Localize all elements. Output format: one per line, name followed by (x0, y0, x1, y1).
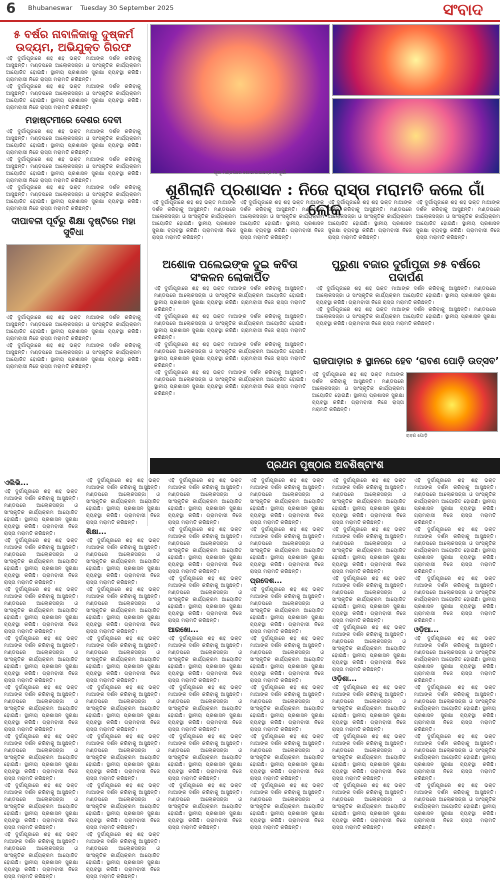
photo-caption: ପୂଜା ମଣ୍ଡପରେ ଶୋଭାପାଉଛନ୍ତି ମା’ଦୁର୍ଗା (213, 171, 287, 176)
story-ravan-body: ଏହି ଦୁର୍ଗାପୂଜାରେ ଶହ ଶହ ଭକ୍ତ ମାଆଙ୍କ ଦର୍ଶନ କରିବାକୁ ଆସୁଛନ୍ତି। ମଣ୍ଡପରେ ଆଲୋକସଜ୍ଜା ଓ ସାଂସ୍କୃତିକ କାର୍ଯ୍ୟକ୍ରମ ଆୟୋଜିତ ହୋଇଛି। ସ୍ଥାନୀୟ ପ୍ରଶାସନ ସୁରକ୍ଷା ବ୍ୟବସ୍ଥା କରିଛି। ଗ୍ରାମବାସୀ ନିଜେ ରାସ୍ତା ମରାମତି କରିଛନ୍ତି। (312, 372, 404, 413)
fire-caption: ରାବଣ ପୋଡ଼ି (406, 434, 428, 439)
left-body: ଏହି ଦୁର୍ଗାପୂଜାରେ ଶହ ଶହ ଭକ୍ତ ମାଆଙ୍କ ଦର୍ଶନ କରିବାକୁ ଆସୁଛନ୍ତି। ମଣ୍ଡପରେ ଆଲୋକସଜ୍ଜା ଓ ସାଂସ୍କୃତିକ କାର୍ଯ୍ୟକ୍ରମ ଆୟୋଜିତ ହୋଇଛି। ସ୍ଥାନୀୟ ପ୍ରଶାସନ ସୁରକ୍ଷା ବ୍ୟବସ୍ଥା କରିଛି। ଗ୍ରାମବାସୀ ନିଜେ ରାସ୍ତା ମରାମତି କରିଛନ୍ତି। (6, 56, 141, 83)
durga-idol-photo (150, 24, 330, 174)
continuation-banner: ପ୍ରଥମ ପୃଷ୍ଠାର ଅବଶିଷ୍ଟାଂଶ (150, 458, 500, 474)
story-puja-title: ପୁରୁଣା ବଜାର ଦୁର୍ଗାପୂଜା ୭୫ ବର୍ଷରେ ପଦାର୍ପଣ (331, 258, 481, 284)
page-header (0, 0, 500, 22)
page-number: 6 (6, 1, 16, 17)
puja-photo-1 (332, 24, 500, 96)
story-ravan-title: ରାଜପାଡ଼ାର ୫ ସ୍ଥାନରେ ହେବ ‘ରାବଣ ପୋଡ଼ି ଉତ୍ସବ’ (313, 356, 499, 367)
story-poetry: ଅଶୋକ ପଲେଇଙ୍କ ଦୁଇ କବିତା ସଂକଳନ ଲୋକାର୍ପିତ ଏହି ଦୁର୍ଗାପୂଜାରେ ଶହ ଶହ ଭକ୍ତ ମାଆଙ୍କ ଦର୍ଶନ କରିବାକୁ ଆସୁଛନ୍ତି। ମଣ୍ଡପରେ ଆଲୋକସଜ୍ଜା ଓ ସାଂସ୍କୃତିକ କାର୍ଯ୍ୟକ୍ରମ ଆୟୋଜିତ ହୋଇଛି। ସ୍ଥାନୀୟ ପ୍ରଶାସନ ସୁରକ୍ଷା ବ୍ୟବସ୍ଥା କରିଛି। ଗ୍ରାମବାସୀ ନିଜେ ରାସ୍ତା ମରାମତି କରିଛନ୍ତି। ଏହି ଦୁର୍ଗାପୂଜାରେ ଶହ ଶହ ଭକ୍ତ ମାଆଙ୍କ ଦର୍ଶନ କରିବାକୁ ଆସୁଛନ୍ତି। ମଣ୍ଡପରେ ଆଲୋକସଜ୍ଜା ଓ ସାଂସ୍କୃତିକ କାର୍ଯ୍ୟକ୍ରମ ଆୟୋଜିତ ହୋଇଛି। ସ୍ଥାନୀୟ ପ୍ରଶାସନ ସୁରକ୍ଷା ବ୍ୟବସ୍ଥା କରିଛି। ଗ୍ରାମବାସୀ ନିଜେ ରାସ୍ତା ମରାମତି କରିଛନ୍ତି। ଏହି ଦୁର୍ଗାପୂଜାରେ ଶହ ଶହ ଭକ୍ତ ମାଆଙ୍କ ଦର୍ଶନ କରିବାକୁ ଆସୁଛନ୍ତି। ମଣ୍ଡପରେ ଆଲୋକସଜ୍ଜା ଓ ସାଂସ୍କୃତିକ କାର୍ଯ୍ୟକ୍ରମ ଆୟୋଜିତ ହୋଇଛି। ସ୍ଥାନୀୟ ପ୍ରଶାସନ ସୁରକ୍ଷା ବ୍ୟବସ୍ଥା କରିଛି। ଗ୍ରାମବାସୀ ନିଜେ ରାସ୍ତା ମରାମତି କରିଛନ୍ତି। ଏହି ଦୁର୍ଗାପୂଜାରେ ଶହ ଶହ ଭକ୍ତ ମାଆଙ୍କ ଦର୍ଶନ କରିବାକୁ ଆସୁଛନ୍ତି। ମଣ୍ଡପରେ ଆଲୋକସଜ୍ଜା ଓ ସାଂସ୍କୃତିକ କାର୍ଯ୍ୟକ୍ରମ ଆୟୋଜିତ ହୋଇଛି। ସ୍ଥାନୀୟ ପ୍ରଶାସନ ସୁରକ୍ଷା ବ୍ୟବସ୍ଥା କରିଛି। ଗ୍ରାମବାସୀ ନିଜେ ରାସ୍ତା ମରାମତି କରିଛନ୍ତି। (150, 256, 310, 436)
left-column: ୫ ବର୍ଷର ନାବାଳିକାକୁ ଦୁଷ୍କର୍ମ ଉଦ୍ୟମ, ଅଭିଯୁକ୍ତ ଗିରଫ ଏହି ଦୁର୍ଗାପୂଜାରେ ଶହ ଶହ ଭକ୍ତ ମାଆଙ୍କ ଦର୍ଶନ କରିବାକୁ ଆସୁଛନ୍ତି। ମଣ୍ଡପରେ ଆଲୋକସଜ୍ଜା ଓ ସାଂସ୍କୃତିକ କାର୍ଯ୍ୟକ୍ରମ ଆୟୋଜିତ ହୋଇଛି। ସ୍ଥାନୀୟ ପ୍ରଶାସନ ସୁରକ୍ଷା ବ୍ୟବସ୍ଥା କରିଛି। ଗ୍ରାମବାସୀ ନିଜେ ରାସ୍ତା ମରାମତି କରିଛନ୍ତି। ଏହି ଦୁର୍ଗାପୂଜାରେ ଶହ ଶହ ଭକ୍ତ ମାଆଙ୍କ ଦର୍ଶନ କରିବାକୁ ଆସୁଛନ୍ତି। ମଣ୍ଡପରେ ଆଲୋକସଜ୍ଜା ଓ ସାଂସ୍କୃତିକ କାର୍ଯ୍ୟକ୍ରମ ଆୟୋଜିତ ହୋଇଛି। ସ୍ଥାନୀୟ ପ୍ରଶାସନ ସୁରକ୍ଷା ବ୍ୟବସ୍ଥା କରିଛି। ଗ୍ରାମବାସୀ ନିଜେ ରାସ୍ତା ମରାମତି କରିଛନ୍ତି। ମହାଷ୍ଟମୀରେ ଦେଶର ଦେବୀ ଏହି ଦୁର୍ଗାପୂଜାରେ ଶହ ଶହ ଭକ୍ତ ମାଆଙ୍କ ଦର୍ଶନ କରିବାକୁ ଆସୁଛନ୍ତି। ମଣ୍ଡପରେ ଆଲୋକସଜ୍ଜା ଓ ସାଂସ୍କୃତିକ କାର୍ଯ୍ୟକ୍ରମ ଆୟୋଜିତ ହୋଇଛି। ସ୍ଥାନୀୟ ପ୍ରଶାସନ ସୁରକ୍ଷା ବ୍ୟବସ୍ଥା କରିଛି। ଗ୍ରାମବାସୀ ନିଜେ ରାସ୍ତା ମରାମତି କରିଛନ୍ତି। ଏହି ଦୁର୍ଗାପୂଜାରେ ଶହ ଶହ ଭକ୍ତ ମାଆଙ୍କ ଦର୍ଶନ କରିବାକୁ ଆସୁଛନ୍ତି। ମଣ୍ଡପରେ ଆଲୋକସଜ୍ଜା ଓ ସାଂସ୍କୃତିକ କାର୍ଯ୍ୟକ୍ରମ ଆୟୋଜିତ ହୋଇଛି। ସ୍ଥାନୀୟ ପ୍ରଶାସନ ସୁରକ୍ଷା ବ୍ୟବସ୍ଥା କରିଛି। ଗ୍ରାମବାସୀ ନିଜେ ରାସ୍ତା ମରାମତି କରିଛନ୍ତି। ଏହି ଦୁର୍ଗାପୂଜାରେ ଶହ ଶହ ଭକ୍ତ ମାଆଙ୍କ ଦର୍ଶନ କରିବାକୁ ଆସୁଛନ୍ତି। ମଣ୍ଡପରେ ଆଲୋକସଜ୍ଜା ଓ ସାଂସ୍କୃତିକ କାର୍ଯ୍ୟକ୍ରମ ଆୟୋଜିତ ହୋଇଛି। ସ୍ଥାନୀୟ ପ୍ରଶାସନ ସୁରକ୍ଷା ବ୍ୟବସ୍ଥା କରିଛି। ଗ୍ରାମବାସୀ ନିଜେ ରାସ୍ତା ମରାମତି କରିଛନ୍ତି। ଦୀପାବଳୀ ପୂର୍ବରୁ ଶିକ୍ଷା ଦୃଷ୍ଟିରେ ମହା ସୁବିଧା ଏହି ଦୁର୍ଗାପୂଜାରେ ଶହ ଶହ ଭକ୍ତ ମାଆଙ୍କ ଦର୍ଶନ କରିବାକୁ ଆସୁଛନ୍ତି। ମଣ୍ଡପରେ ଆଲୋକସଜ୍ଜା ଓ ସାଂସ୍କୃତିକ କାର୍ଯ୍ୟକ୍ରମ ଆୟୋଜିତ ହୋଇଛି। ସ୍ଥାନୀୟ ପ୍ରଶାସନ ସୁରକ୍ଷା ବ୍ୟବସ୍ଥା କରିଛି। ଗ୍ରାମବାସୀ ନିଜେ ରାସ୍ତା ମରାମତି କରିଛନ୍ତି। ଏହି ଦୁର୍ଗାପୂଜାରେ ଶହ ଶହ ଭକ୍ତ ମାଆଙ୍କ ଦର୍ଶନ କରିବାକୁ ଆସୁଛନ୍ତି। ମଣ୍ଡପରେ ଆଲୋକସଜ୍ଜା ଓ ସାଂସ୍କୃତିକ କାର୍ଯ୍ୟକ୍ରମ ଆୟୋଜିତ ହୋଇଛି। ସ୍ଥାନୀୟ ପ୍ରଶାସନ ସୁରକ୍ଷା ବ୍ୟବସ୍ଥା କରିଛି। ଗ୍ରାମବାସୀ ନିଜେ ରାସ୍ତା ମରାମତି କରିଛନ୍ତି। (0, 24, 148, 526)
photo-collage (150, 24, 500, 179)
left-section3-title: ଦୀପାବଳୀ ପୂର୍ବରୁ ଶିକ୍ଷା ଦୃଷ୍ଟିରେ ମହା ସୁବିଧା (11, 217, 136, 238)
bottom-columns: ଏଲିଭି... ଏହି ଦୁର୍ଗାପୂଜାରେ ଶହ ଶହ ଭକ୍ତ ମାଆଙ୍କ ଦର୍ଶନ କରିବାକୁ ଆସୁଛନ୍ତି। ମଣ୍ଡପରେ ଆଲୋକସଜ୍ଜା ଓ ସାଂସ୍କୃତିକ କାର୍ଯ୍ୟକ୍ରମ ଆୟୋଜିତ ହୋଇଛି। ସ୍ଥାନୀୟ ପ୍ରଶାସନ ସୁରକ୍ଷା ବ୍ୟବସ୍ଥା କରିଛି। ଗ୍ରାମବାସୀ ନିଜେ ରାସ୍ତା ମରାମତି କରିଛନ୍ତି। ଏହି ଦୁର୍ଗାପୂଜାରେ ଶହ ଶହ ଭକ୍ତ ମାଆଙ୍କ ଦର୍ଶନ କରିବାକୁ ଆସୁଛନ୍ତି। ମଣ୍ଡପରେ ଆଲୋକସଜ୍ଜା ଓ ସାଂସ୍କୃତିକ କାର୍ଯ୍ୟକ୍ରମ ଆୟୋଜିତ ହୋଇଛି। ସ୍ଥାନୀୟ ପ୍ରଶାସନ ସୁରକ୍ଷା ବ୍ୟବସ୍ଥା କରିଛି। ଗ୍ରାମବାସୀ ନିଜେ ରାସ୍ତା ମରାମତି କରିଛନ୍ତି। ଏହି ଦୁର୍ଗାପୂଜାରେ ଶହ ଶହ ଭକ୍ତ ମାଆଙ୍କ ଦର୍ଶନ କରିବାକୁ ଆସୁଛନ୍ତି। ମଣ୍ଡପରେ ଆଲୋକସଜ୍ଜା ଓ ସାଂସ୍କୃତିକ କାର୍ଯ୍ୟକ୍ରମ ଆୟୋଜିତ ହୋଇଛି। ସ୍ଥାନୀୟ ପ୍ରଶାସନ ସୁରକ୍ଷା ବ୍ୟବସ୍ଥା କରିଛି। ଗ୍ରାମବାସୀ ନିଜେ ରାସ୍ତା ମରାମତି କରିଛନ୍ତି। ଏହି ଦୁର୍ଗାପୂଜାରେ ଶହ ଶହ ଭକ୍ତ ମାଆଙ୍କ ଦର୍ଶନ କରିବାକୁ ଆସୁଛନ୍ତି। ମଣ୍ଡପରେ ଆଲୋକସଜ୍ଜା ଓ ସାଂସ୍କୃତିକ କାର୍ଯ୍ୟକ୍ରମ ଆୟୋଜିତ ହୋଇଛି। ସ୍ଥାନୀୟ ପ୍ରଶାସନ ସୁରକ୍ଷା ବ୍ୟବସ୍ଥା କରିଛି। ଗ୍ରାମବାସୀ ନିଜେ ରାସ୍ତା ମରାମତି କରିଛନ୍ତି। ଏହି ଦୁର୍ଗାପୂଜାରେ ଶହ ଶହ ଭକ୍ତ ମାଆଙ୍କ ଦର୍ଶନ କରିବାକୁ ଆସୁଛନ୍ତି। ମଣ୍ଡପରେ ଆଲୋକସଜ୍ଜା ଓ ସାଂସ୍କୃତିକ କାର୍ଯ୍ୟକ୍ରମ ଆୟୋଜିତ ହୋଇଛି। ସ୍ଥାନୀୟ ପ୍ରଶାସନ ସୁରକ୍ଷା ବ୍ୟବସ୍ଥା କରିଛି। ଗ୍ରାମବାସୀ ନିଜେ ରାସ୍ତା ମରାମତି କରିଛନ୍ତି। ଏହି ଦୁର୍ଗାପୂଜାରେ ଶହ ଶହ ଭକ୍ତ ମାଆଙ୍କ ଦର୍ଶନ କରିବାକୁ ଆସୁଛନ୍ତି। ମଣ୍ଡପରେ ଆଲୋକସଜ୍ଜା ଓ ସାଂସ୍କୃତିକ କାର୍ଯ୍ୟକ୍ରମ ଆୟୋଜିତ ହୋଇଛି। ସ୍ଥାନୀୟ ପ୍ରଶାସନ ସୁରକ୍ଷା ବ୍ୟବସ୍ଥା କରିଛି। ଗ୍ରାମବାସୀ ନିଜେ ରାସ୍ତା ମରାମତି କରିଛନ୍ତି। ଏହି ଦୁର୍ଗାପୂଜାରେ ଶହ ଶହ ଭକ୍ତ ମାଆଙ୍କ ଦର୍ଶନ କରିବାକୁ ଆସୁଛନ୍ତି। ମଣ୍ଡପରେ ଆଲୋକସଜ୍ଜା ଓ ସାଂସ୍କୃତିକ କାର୍ଯ୍ୟକ୍ରମ ଆୟୋଜିତ ହୋଇଛି। ସ୍ଥାନୀୟ ପ୍ରଶାସନ ସୁରକ୍ଷା ବ୍ୟବସ୍ଥା କରିଛି। ଗ୍ରାମବାସୀ ନିଜେ ରାସ୍ତା ମରାମତି କରିଛନ୍ତି। ଏହି ଦୁର୍ଗାପୂଜାରେ ଶହ ଶହ ଭକ୍ତ ମାଆଙ୍କ ଦର୍ଶନ କରିବାକୁ ଆସୁଛନ୍ତି। ମଣ୍ଡପରେ ଆଲୋକସଜ୍ଜା ଓ ସାଂସ୍କୃତିକ କାର୍ଯ୍ୟକ୍ରମ ଆୟୋଜିତ ହୋଇଛି। ସ୍ଥାନୀୟ ପ୍ରଶାସନ ସୁରକ୍ଷା ବ୍ୟବସ୍ଥା କରିଛି। ଗ୍ରାମବାସୀ ନିଜେ ରାସ୍ତା ମରାମତି କରିଛନ୍ତି। ଏହି ଦୁର୍ଗାପୂଜାରେ ଶହ ଶହ ଭକ୍ତ ମାଆଙ୍କ ଦର୍ଶନ କରିବାକୁ ଆସୁଛନ୍ତି। ମଣ୍ଡପରେ ଆଲୋକସଜ୍ଜା ଓ ସାଂସ୍କୃତିକ କାର୍ଯ୍ୟକ୍ରମ ଆୟୋଜିତ ହୋଇଛି। ସ୍ଥାନୀୟ ପ୍ରଶାସନ ସୁରକ୍ଷା ବ୍ୟବସ୍ଥା କରିଛି। ଗ୍ରାମବାସୀ ନିଜେ ରାସ୍ତା ମରାମତି କରିଛନ୍ତି। ଶିକ୍ଷା... ଏହି ଦୁର୍ଗାପୂଜାରେ ଶହ ଶହ ଭକ୍ତ ମାଆଙ୍କ ଦର୍ଶନ କରିବାକୁ ଆସୁଛନ୍ତି। ମଣ୍ଡପରେ ଆଲୋକସଜ୍ଜା ଓ ସାଂସ୍କୃତିକ କାର୍ଯ୍ୟକ୍ରମ ଆୟୋଜିତ ହୋଇଛି। ସ୍ଥାନୀୟ ପ୍ରଶାସନ ସୁରକ୍ଷା ବ୍ୟବସ୍ଥା କରିଛି। ଗ୍ରାମବାସୀ ନିଜେ ରାସ୍ତା ମରାମତି କରିଛନ୍ତି। ଏହି ଦୁର୍ଗାପୂଜାରେ ଶହ ଶହ ଭକ୍ତ ମାଆଙ୍କ ଦର୍ଶନ କରିବାକୁ ଆସୁଛନ୍ତି। ମଣ୍ଡପରେ ଆଲୋକସଜ୍ଜା ଓ ସାଂସ୍କୃତିକ କାର୍ଯ୍ୟକ୍ରମ ଆୟୋଜିତ ହୋଇଛି। ସ୍ଥାନୀୟ ପ୍ରଶାସନ ସୁରକ୍ଷା ବ୍ୟବସ୍ଥା କରିଛି। ଗ୍ରାମବାସୀ ନିଜେ ରାସ୍ତା ମରାମତି କରିଛନ୍ତି। ଏହି ଦୁର୍ଗାପୂଜାରେ ଶହ ଶହ ଭକ୍ତ ମାଆଙ୍କ ଦର୍ଶନ କରିବାକୁ ଆସୁଛନ୍ତି। ମଣ୍ଡପରେ ଆଲୋକସଜ୍ଜା ଓ ସାଂସ୍କୃତିକ କାର୍ଯ୍ୟକ୍ରମ ଆୟୋଜିତ ହୋଇଛି। ସ୍ଥାନୀୟ ପ୍ରଶାସନ ସୁରକ୍ଷା ବ୍ୟବସ୍ଥା କରିଛି। ଗ୍ରାମବାସୀ ନିଜେ ରାସ୍ତା ମରାମତି କରିଛନ୍ତି। ଏହି ଦୁର୍ଗାପୂଜାରେ ଶହ ଶହ ଭକ୍ତ ମାଆଙ୍କ ଦର୍ଶନ କରିବାକୁ ଆସୁଛନ୍ତି। ମଣ୍ଡପରେ ଆଲୋକସଜ୍ଜା ଓ ସାଂସ୍କୃତିକ କାର୍ଯ୍ୟକ୍ରମ ଆୟୋଜିତ ହୋଇଛି। ସ୍ଥାନୀୟ ପ୍ରଶାସନ ସୁରକ୍ଷା ବ୍ୟବସ୍ଥା କରିଛି। ଗ୍ରାମବାସୀ ନିଜେ ରାସ୍ତା ମରାମତି କରିଛନ୍ତି। ଏହି ଦୁର୍ଗାପୂଜାରେ ଶହ ଶହ ଭକ୍ତ ମାଆଙ୍କ ଦର୍ଶନ କରିବାକୁ ଆସୁଛନ୍ତି। ମଣ୍ଡପରେ ଆଲୋକସଜ୍ଜା ଓ ସାଂସ୍କୃତିକ କାର୍ଯ୍ୟକ୍ରମ ଆୟୋଜିତ ହୋଇଛି। ସ୍ଥାନୀୟ ପ୍ରଶାସନ ସୁରକ୍ଷା ବ୍ୟବସ୍ଥା କରିଛି। ଗ୍ରାମବାସୀ ନିଜେ ରାସ୍ତା ମରାମତି କରିଛନ୍ତି। ଏହି ଦୁର୍ଗାପୂଜାରେ ଶହ ଶହ ଭକ୍ତ ମାଆଙ୍କ ଦର୍ଶନ କରିବାକୁ ଆସୁଛନ୍ତି। ମଣ୍ଡପରେ ଆଲୋକସଜ୍ଜା ଓ ସାଂସ୍କୃତିକ କାର୍ଯ୍ୟକ୍ରମ ଆୟୋଜିତ ହୋଇଛି। ସ୍ଥାନୀୟ ପ୍ରଶାସନ ସୁରକ୍ଷା ବ୍ୟବସ୍ଥା କରିଛି। ଗ୍ରାମବାସୀ ନିଜେ ରାସ୍ତା ମରାମତି କରିଛନ୍ତି। ଏହି ଦୁର୍ଗାପୂଜାରେ ଶହ ଶହ ଭକ୍ତ ମାଆଙ୍କ ଦର୍ଶନ କରିବାକୁ ଆସୁଛନ୍ତି। ମଣ୍ଡପରେ ଆଲୋକସଜ୍ଜା ଓ ସାଂସ୍କୃତିକ କାର୍ଯ୍ୟକ୍ରମ ଆୟୋଜିତ ହୋଇଛି। ସ୍ଥାନୀୟ ପ୍ରଶାସନ ସୁରକ୍ଷା ବ୍ୟବସ୍ଥା କରିଛି। ଗ୍ରାମବାସୀ ନିଜେ ରାସ୍ତା ମରାମତି କରିଛନ୍ତି। ଏହି ଦୁର୍ଗାପୂଜାରେ ଶହ ଶହ ଭକ୍ତ ମାଆଙ୍କ ଦର୍ଶନ କରିବାକୁ ଆସୁଛନ୍ତି। ମଣ୍ଡପରେ ଆଲୋକସଜ୍ଜା ଓ ସାଂସ୍କୃତିକ କାର୍ଯ୍ୟକ୍ରମ ଆୟୋଜିତ ହୋଇଛି। ସ୍ଥାନୀୟ ପ୍ରଶାସନ ସୁରକ୍ଷା ବ୍ୟବସ୍ଥା କରିଛି। ଗ୍ରାମବାସୀ ନିଜେ ରାସ୍ତା ମରାମତି କରିଛନ୍ତି। ଏହି ଦୁର୍ଗାପୂଜାରେ ଶହ ଶହ ଭକ୍ତ ମାଆଙ୍କ ଦର୍ଶନ କରିବାକୁ ଆସୁଛନ୍ତି। ମଣ୍ଡପରେ ଆଲୋକସଜ୍ଜା ଓ ସାଂସ୍କୃତିକ କାର୍ଯ୍ୟକ୍ରମ ଆୟୋଜିତ ହୋଇଛି। ସ୍ଥାନୀୟ ପ୍ରଶାସନ ସୁରକ୍ଷା ବ୍ୟବସ୍ଥା କରିଛି। ଗ୍ରାମବାସୀ ନିଜେ ରାସ୍ତା ମରାମତି କରିଛନ୍ତି। ଏହି ଦୁର୍ଗାପୂଜାରେ ଶହ ଶହ ଭକ୍ତ ମାଆଙ୍କ ଦର୍ଶନ କରିବାକୁ ଆସୁଛନ୍ତି। ମଣ୍ଡପରେ ଆଲୋକସଜ୍ଜା ଓ ସାଂସ୍କୃତିକ କାର୍ଯ୍ୟକ୍ରମ ଆୟୋଜିତ ହୋଇଛି। ସ୍ଥାନୀୟ ପ୍ରଶାସନ ସୁରକ୍ଷା ବ୍ୟବସ୍ଥା କରିଛି। ଗ୍ରାମବାସୀ ନିଜେ ରାସ୍ତା ମରାମତି କରିଛନ୍ତି। ଆରଖୋ... ଏହି ଦୁର୍ଗାପୂଜାରେ ଶହ ଶହ ଭକ୍ତ ମାଆଙ୍କ ଦର୍ଶନ କରିବାକୁ ଆସୁଛନ୍ତି। ମଣ୍ଡପରେ ଆଲୋକସଜ୍ଜା ଓ ସାଂସ୍କୃତିକ କାର୍ଯ୍ୟକ୍ରମ ଆୟୋଜିତ ହୋଇଛି। ସ୍ଥାନୀୟ ପ୍ରଶାସନ ସୁରକ୍ଷା ବ୍ୟବସ୍ଥା କରିଛି। ଗ୍ରାମବାସୀ ନିଜେ ରାସ୍ତା ମରାମତି କରିଛନ୍ତି। ଏହି ଦୁର୍ଗାପୂଜାରେ ଶହ ଶହ ଭକ୍ତ ମାଆଙ୍କ ଦର୍ଶନ କରିବାକୁ ଆସୁଛନ୍ତି। ମଣ୍ଡପରେ ଆଲୋକସଜ୍ଜା ଓ ସାଂସ୍କୃତିକ କାର୍ଯ୍ୟକ୍ରମ ଆୟୋଜିତ ହୋଇଛି। ସ୍ଥାନୀୟ ପ୍ରଶାସନ ସୁରକ୍ଷା ବ୍ୟବସ୍ଥା କରିଛି। ଗ୍ରାମବାସୀ ନିଜେ ରାସ୍ତା ମରାମତି କରିଛନ୍ତି। ଏହି ଦୁର୍ଗାପୂଜାରେ ଶହ ଶହ ଭକ୍ତ ମାଆଙ୍କ ଦର୍ଶନ କରିବାକୁ ଆସୁଛନ୍ତି। ମଣ୍ଡପରେ ଆଲୋକସଜ୍ଜା ଓ ସାଂସ୍କୃତିକ କାର୍ଯ୍ୟକ୍ରମ ଆୟୋଜିତ ହୋଇଛି। ସ୍ଥାନୀୟ ପ୍ରଶାସନ ସୁରକ୍ଷା ବ୍ୟବସ୍ଥା କରିଛି। ଗ୍ରାମବାସୀ ନିଜେ ରାସ୍ତା ମରାମତି କରିଛନ୍ତି। ଏହି ଦୁର୍ଗାପୂଜାରେ ଶହ ଶହ ଭକ୍ତ ମାଆଙ୍କ ଦର୍ଶନ କରିବାକୁ ଆସୁଛନ୍ତି। ମଣ୍ଡପରେ ଆଲୋକସଜ୍ଜା ଓ ସାଂସ୍କୃତିକ କାର୍ଯ୍ୟକ୍ରମ ଆୟୋଜିତ ହୋଇଛି। ସ୍ଥାନୀୟ ପ୍ରଶାସନ ସୁରକ୍ଷା ବ୍ୟବସ୍ଥା କରିଛି। ଗ୍ରାମବାସୀ ନିଜେ ରାସ୍ତା ମରାମତି କରିଛନ୍ତି। ଏହି ଦୁର୍ଗାପୂଜାରେ ଶହ ଶହ ଭକ୍ତ ମାଆଙ୍କ ଦର୍ଶନ କରିବାକୁ ଆସୁଛନ୍ତି। ମଣ୍ଡପରେ ଆଲୋକସଜ୍ଜା ଓ ସାଂସ୍କୃତିକ କାର୍ଯ୍ୟକ୍ରମ ଆୟୋଜିତ ହୋଇଛି। ସ୍ଥାନୀୟ ପ୍ରଶାସନ ସୁରକ୍ଷା ବ୍ୟବସ୍ଥା କରିଛି। ଗ୍ରାମବାସୀ ନିଜେ ରାସ୍ତା ମରାମତି କରିଛନ୍ତି। ଏହି ଦୁର୍ଗାପୂଜାରେ ଶହ ଶହ ଭକ୍ତ ମାଆଙ୍କ ଦର୍ଶନ କରିବାକୁ ଆସୁଛନ୍ତି। ମଣ୍ଡପରେ ଆଲୋକସଜ୍ଜା ଓ ସାଂସ୍କୃତିକ କାର୍ଯ୍ୟକ୍ରମ ଆୟୋଜିତ ହୋଇଛି। ସ୍ଥାନୀୟ ପ୍ରଶାସନ ସୁରକ୍ଷା ବ୍ୟବସ୍ଥା କରିଛି। ଗ୍ରାମବାସୀ ନିଜେ ରାସ୍ତା ମରାମତି କରିଛନ୍ତି। ପ୍ରଦେଶ... ଏହି ଦୁର୍ଗାପୂଜାରେ ଶହ ଶହ ଭକ୍ତ ମାଆଙ୍କ ଦର୍ଶନ କରିବାକୁ ଆସୁଛନ୍ତି। ମଣ୍ଡପରେ ଆଲୋକସଜ୍ଜା ଓ ସାଂସ୍କୃତିକ କାର୍ଯ୍ୟକ୍ରମ ଆୟୋଜିତ ହୋଇଛି। ସ୍ଥାନୀୟ ପ୍ରଶାସନ ସୁରକ୍ଷା ବ୍ୟବସ୍ଥା କରିଛି। ଗ୍ରାମବାସୀ ନିଜେ ରାସ୍ତା ମରାମତି କରିଛନ୍ତି। ଏହି ଦୁର୍ଗାପୂଜାରେ ଶହ ଶହ ଭକ୍ତ ମାଆଙ୍କ ଦର୍ଶନ କରିବାକୁ ଆସୁଛନ୍ତି। ମଣ୍ଡପରେ ଆଲୋକସଜ୍ଜା ଓ ସାଂସ୍କୃତିକ କାର୍ଯ୍ୟକ୍ରମ ଆୟୋଜିତ ହୋଇଛି। ସ୍ଥାନୀୟ ପ୍ରଶାସନ ସୁରକ୍ଷା ବ୍ୟବସ୍ଥା କରିଛି। ଗ୍ରାମବାସୀ ନିଜେ ରାସ୍ତା ମରାମତି କରିଛନ୍ତି। ଏହି ଦୁର୍ଗାପୂଜାରେ ଶହ ଶହ ଭକ୍ତ ମାଆଙ୍କ ଦର୍ଶନ କରିବାକୁ ଆସୁଛନ୍ତି। ମଣ୍ଡପରେ ଆଲୋକସଜ୍ଜା ଓ ସାଂସ୍କୃତିକ କାର୍ଯ୍ୟକ୍ରମ ଆୟୋଜିତ ହୋଇଛି। ସ୍ଥାନୀୟ ପ୍ରଶାସନ ସୁରକ୍ଷା ବ୍ୟବସ୍ଥା କରିଛି। ଗ୍ରାମବାସୀ ନିଜେ ରାସ୍ତା ମରାମତି କରିଛନ୍ତି। ଏହି ଦୁର୍ଗାପୂଜାରେ ଶହ ଶହ ଭକ୍ତ ମାଆଙ୍କ ଦର୍ଶନ କରିବାକୁ ଆସୁଛନ୍ତି। ମଣ୍ଡପରେ ଆଲୋକସଜ୍ଜା ଓ ସାଂସ୍କୃତିକ କାର୍ଯ୍ୟକ୍ରମ ଆୟୋଜିତ ହୋଇଛି। ସ୍ଥାନୀୟ ପ୍ରଶାସନ ସୁରକ୍ଷା ବ୍ୟବସ୍ଥା କରିଛି। ଗ୍ରାମବାସୀ ନିଜେ ରାସ୍ତା ମରାମତି କରିଛନ୍ତି। ଏହି ଦୁର୍ଗାପୂଜାରେ ଶହ ଶହ ଭକ୍ତ ମାଆଙ୍କ ଦର୍ଶନ କରିବାକୁ ଆସୁଛନ୍ତି। ମଣ୍ଡପରେ ଆଲୋକସଜ୍ଜା ଓ ସାଂସ୍କୃତିକ କାର୍ଯ୍ୟକ୍ରମ ଆୟୋଜିତ ହୋଇଛି। ସ୍ଥାନୀୟ ପ୍ରଶାସନ ସୁରକ୍ଷା ବ୍ୟବସ୍ଥା କରିଛି। ଗ୍ରାମବାସୀ ନିଜେ ରାସ୍ତା ମରାମତି କରିଛନ୍ତି। ଏହି ଦୁର୍ଗାପୂଜାରେ ଶହ ଶହ ଭକ୍ତ ମାଆଙ୍କ ଦର୍ଶନ କରିବାକୁ ଆସୁଛନ୍ତି। ମଣ୍ଡପରେ ଆଲୋକସଜ୍ଜା ଓ ସାଂସ୍କୃତିକ କାର୍ଯ୍ୟକ୍ରମ ଆୟୋଜିତ ହୋଇଛି। ସ୍ଥାନୀୟ ପ୍ରଶାସନ ସୁରକ୍ଷା ବ୍ୟବସ୍ଥା କରିଛି। ଗ୍ରାମବାସୀ ନିଜେ ରାସ୍ତା ମରାମତି କରିଛନ୍ତି। ଏହି ଦୁର୍ଗାପୂଜାରେ ଶହ ଶହ ଭକ୍ତ ମାଆଙ୍କ ଦର୍ଶନ କରିବାକୁ ଆସୁଛନ୍ତି। ମଣ୍ଡପରେ ଆଲୋକସଜ୍ଜା ଓ ସାଂସ୍କୃତିକ କାର୍ଯ୍ୟକ୍ରମ ଆୟୋଜିତ ହୋଇଛି। ସ୍ଥାନୀୟ ପ୍ରଶାସନ ସୁରକ୍ଷା ବ୍ୟବସ୍ଥା କରିଛି। ଗ୍ରାମବାସୀ ନିଜେ ରାସ୍ତା ମରାମତି କରିଛନ୍ତି। ଏହି ଦୁର୍ଗାପୂଜାରେ ଶହ ଶହ ଭକ୍ତ ମାଆଙ୍କ ଦର୍ଶନ କରିବାକୁ ଆସୁଛନ୍ତି। ମଣ୍ଡପରେ ଆଲୋକସଜ୍ଜା ଓ ସାଂସ୍କୃତିକ କାର୍ଯ୍ୟକ୍ରମ ଆୟୋଜିତ ହୋଇଛି। ସ୍ଥାନୀୟ ପ୍ରଶାସନ ସୁରକ୍ଷା ବ୍ୟବସ୍ଥା କରିଛି। ଗ୍ରାମବାସୀ ନିଜେ ରାସ୍ତା ମରାମତି କରିଛନ୍ତି। ଏହି ଦୁର୍ଗାପୂଜାରେ ଶହ ଶହ ଭକ୍ତ ମାଆଙ୍କ ଦର୍ଶନ କରିବାକୁ ଆସୁଛନ୍ତି। ମଣ୍ଡପରେ ଆଲୋକସଜ୍ଜା ଓ ସାଂସ୍କୃତିକ କାର୍ଯ୍ୟକ୍ରମ ଆୟୋଜିତ ହୋଇଛି। ସ୍ଥାନୀୟ ପ୍ରଶାସନ ସୁରକ୍ଷା ବ୍ୟବସ୍ଥା କରିଛି। ଗ୍ରାମବାସୀ ନିଜେ ରାସ୍ତା ମରାମତି କରିଛନ୍ତି। ଓଡ଼ିଶା... ଏହି ଦୁର୍ଗାପୂଜାରେ ଶହ ଶହ ଭକ୍ତ ମାଆଙ୍କ ଦର୍ଶନ କରିବାକୁ ଆସୁଛନ୍ତି। ମଣ୍ଡପରେ ଆଲୋକସଜ୍ଜା ଓ ସାଂସ୍କୃତିକ କାର୍ଯ୍ୟକ୍ରମ ଆୟୋଜିତ ହୋଇଛି। ସ୍ଥାନୀୟ ପ୍ରଶାସନ ସୁରକ୍ଷା ବ୍ୟବସ୍ଥା କରିଛି। ଗ୍ରାମବାସୀ ନିଜେ ରାସ୍ତା ମରାମତି କରିଛନ୍ତି। ଏହି ଦୁର୍ଗାପୂଜାରେ ଶହ ଶହ ଭକ୍ତ ମାଆଙ୍କ ଦର୍ଶନ କରିବାକୁ ଆସୁଛନ୍ତି। ମଣ୍ଡପରେ ଆଲୋକସଜ୍ଜା ଓ ସାଂସ୍କୃତିକ କାର୍ଯ୍ୟକ୍ରମ ଆୟୋଜିତ ହୋଇଛି। ସ୍ଥାନୀୟ ପ୍ରଶାସନ ସୁରକ୍ଷା ବ୍ୟବସ୍ଥା କରିଛି। ଗ୍ରାମବାସୀ ନିଜେ ରାସ୍ତା ମରାମତି କରିଛନ୍ତି। ଏହି ଦୁର୍ଗାପୂଜାରେ ଶହ ଶହ ଭକ୍ତ ମାଆଙ୍କ ଦର୍ଶନ କରିବାକୁ ଆସୁଛନ୍ତି। ମଣ୍ଡପରେ ଆଲୋକସଜ୍ଜା ଓ ସାଂସ୍କୃତିକ କାର୍ଯ୍ୟକ୍ରମ ଆୟୋଜିତ ହୋଇଛି। ସ୍ଥାନୀୟ ପ୍ରଶାସନ ସୁରକ୍ଷା ବ୍ୟବସ୍ଥା କରିଛି। ଗ୍ରାମବାସୀ ନିଜେ ରାସ୍ତା ମରାମତି କରିଛନ୍ତି। ଏହି ଦୁର୍ଗାପୂଜାରେ ଶହ ଶହ ଭକ୍ତ ମାଆଙ୍କ ଦର୍ଶନ କରିବାକୁ ଆସୁଛନ୍ତି। ମଣ୍ଡପରେ ଆଲୋକସଜ୍ଜା ଓ ସାଂସ୍କୃତିକ କାର୍ଯ୍ୟକ୍ରମ ଆୟୋଜିତ ହୋଇଛି। ସ୍ଥାନୀୟ ପ୍ରଶାସନ ସୁରକ୍ଷା ବ୍ୟବସ୍ଥା କରିଛି। ଗ୍ରାମବାସୀ ନିଜେ ରାସ୍ତା ମରାମତି କରିଛନ୍ତି। ଏହି ଦୁର୍ଗାପୂଜାରେ ଶହ ଶହ ଭକ୍ତ ମାଆଙ୍କ ଦର୍ଶନ କରିବାକୁ ଆସୁଛନ୍ତି। ମଣ୍ଡପରେ ଆଲୋକସଜ୍ଜା ଓ ସାଂସ୍କୃତିକ କାର୍ଯ୍ୟକ୍ରମ ଆୟୋଜିତ ହୋଇଛି। ସ୍ଥାନୀୟ ପ୍ରଶାସନ ସୁରକ୍ଷା ବ୍ୟବସ୍ଥା କରିଛି। ଗ୍ରାମବାସୀ ନିଜେ ରାସ୍ତା ମରାମତି କରିଛନ୍ତି। ଏହି ଦୁର୍ଗାପୂଜାରେ ଶହ ଶହ ଭକ୍ତ ମାଆଙ୍କ ଦର୍ଶନ କରିବାକୁ ଆସୁଛନ୍ତି। ମଣ୍ଡପରେ ଆଲୋକସଜ୍ଜା ଓ ସାଂସ୍କୃତିକ କାର୍ଯ୍ୟକ୍ରମ ଆୟୋଜିତ ହୋଇଛି। ସ୍ଥାନୀୟ ପ୍ରଶାସନ ସୁରକ୍ଷା ବ୍ୟବସ୍ଥା କରିଛି। ଗ୍ରାମବାସୀ ନିଜେ ରାସ୍ତା ମରାମତି କରିଛନ୍ତି। ଓଡ଼ିଆ... ଏହି ଦୁର୍ଗାପୂଜାରେ ଶହ ଶହ ଭକ୍ତ ମାଆଙ୍କ ଦର୍ଶନ କରିବାକୁ ଆସୁଛନ୍ତି। ମଣ୍ଡପରେ ଆଲୋକସଜ୍ଜା ଓ ସାଂସ୍କୃତିକ କାର୍ଯ୍ୟକ୍ରମ ଆୟୋଜିତ ହୋଇଛି। ସ୍ଥାନୀୟ ପ୍ରଶାସନ ସୁରକ୍ଷା ବ୍ୟବସ୍ଥା କରିଛି। ଗ୍ରାମବାସୀ ନିଜେ ରାସ୍ତା ମରାମତି କରିଛନ୍ତି। ଏହି ଦୁର୍ଗାପୂଜାରେ ଶହ ଶହ ଭକ୍ତ ମାଆଙ୍କ ଦର୍ଶନ କରିବାକୁ ଆସୁଛନ୍ତି। ମଣ୍ଡପରେ ଆଲୋକସଜ୍ଜା ଓ ସାଂସ୍କୃତିକ କାର୍ଯ୍ୟକ୍ରମ ଆୟୋଜିତ ହୋଇଛି। ସ୍ଥାନୀୟ ପ୍ରଶାସନ ସୁରକ୍ଷା ବ୍ୟବସ୍ଥା କରିଛି। ଗ୍ରାମବାସୀ ନିଜେ ରାସ୍ତା ମରାମତି କରିଛନ୍ତି। ଏହି ଦୁର୍ଗାପୂଜାରେ ଶହ ଶହ ଭକ୍ତ ମାଆଙ୍କ ଦର୍ଶନ କରିବାକୁ ଆସୁଛନ୍ତି। ମଣ୍ଡପରେ ଆଲୋକସଜ୍ଜା ଓ ସାଂସ୍କୃତିକ କାର୍ଯ୍ୟକ୍ରମ ଆୟୋଜିତ ହୋଇଛି। ସ୍ଥାନୀୟ ପ୍ରଶାସନ ସୁରକ୍ଷା ବ୍ୟବସ୍ଥା କରିଛି। ଗ୍ରାମବାସୀ ନିଜେ ରାସ୍ତା ମରାମତି କରିଛନ୍ତି। ଏହି ଦୁର୍ଗାପୂଜାରେ ଶହ ଶହ ଭକ୍ତ ମାଆଙ୍କ ଦର୍ଶନ କରିବାକୁ ଆସୁଛନ୍ତି। ମଣ୍ଡପରେ ଆଲୋକସଜ୍ଜା ଓ ସାଂସ୍କୃତିକ କାର୍ଯ୍ୟକ୍ରମ ଆୟୋଜିତ ହୋଇଛି। ସ୍ଥାନୀୟ ପ୍ରଶାସନ ସୁରକ୍ଷା ବ୍ୟବସ୍ଥା କରିଛି। ଗ୍ରାମବାସୀ ନିଜେ ରାସ୍ତା ମରାମତି କରିଛନ୍ତି। (4, 478, 496, 880)
story-puja-75: ପୁରୁଣା ବଜାର ଦୁର୍ଗାପୂଜା ୭୫ ବର୍ଷରେ ପଦାର୍ପଣ ଏହି ଦୁର୍ଗାପୂଜାରେ ଶହ ଶହ ଭକ୍ତ ମାଆଙ୍କ ଦର୍ଶନ କରିବାକୁ ଆସୁଛନ୍ତି। ମଣ୍ଡପରେ ଆଲୋକସଜ୍ଜା ଓ ସାଂସ୍କୃତିକ କାର୍ଯ୍ୟକ୍ରମ ଆୟୋଜିତ ହୋଇଛି। ସ୍ଥାନୀୟ ପ୍ରଶାସନ ସୁରକ୍ଷା ବ୍ୟବସ୍ଥା କରିଛି। ଗ୍ରାମବାସୀ ନିଜେ ରାସ୍ତା ମରାମତି କରିଛନ୍ତି। ଏହି ଦୁର୍ଗାପୂଜାରେ ଶହ ଶହ ଭକ୍ତ ମାଆଙ୍କ ଦର୍ଶନ କରିବାକୁ ଆସୁଛନ୍ତି। ମଣ୍ଡପରେ ଆଲୋକସଜ୍ଜା ଓ ସାଂସ୍କୃତିକ କାର୍ଯ୍ୟକ୍ରମ ଆୟୋଜିତ ହୋଇଛି। ସ୍ଥାନୀୟ ପ୍ରଶାସନ ସୁରକ୍ଷା ବ୍ୟବସ୍ଥା କରିଛି। ଗ୍ରାମବାସୀ ନିଜେ ରାସ୍ତା ମରାମତି କରିଛନ୍ତି। (312, 256, 500, 356)
left-section2-title: ମହାଷ୍ଟମୀରେ ଦେଶର ଦେବୀ (25, 116, 122, 126)
brand-logo: ସଂବାଦ (430, 0, 496, 20)
left-headline: ୫ ବର୍ଷର ନାବାଳିକାକୁ ଦୁଷ୍କର୍ମ ଉଦ୍ୟମ, ଅଭିଯୁକ୍ତ ଗିରଫ (13, 28, 134, 54)
main-story-columns: ଏହି ଦୁର୍ଗାପୂଜାରେ ଶହ ଶହ ଭକ୍ତ ମାଆଙ୍କ ଦର୍ଶନ କରିବାକୁ ଆସୁଛନ୍ତି। ମଣ୍ଡପରେ ଆଲୋକସଜ୍ଜା ଓ ସାଂସ୍କୃତିକ କାର୍ଯ୍ୟକ୍ରମ ଆୟୋଜିତ ହୋଇଛି। ସ୍ଥାନୀୟ ପ୍ରଶାସନ ସୁରକ୍ଷା ବ୍ୟବସ୍ଥା କରିଛି। ଗ୍ରାମବାସୀ ନିଜେ ରାସ୍ତା ମରାମତି କରିଛନ୍ତି। ଏହି ଦୁର୍ଗାପୂଜାରେ ଶହ ଶହ ଭକ୍ତ ମାଆଙ୍କ ଦର୍ଶନ କରିବାକୁ ଆସୁଛନ୍ତି। ମଣ୍ଡପରେ ଆଲୋକସଜ୍ଜା ଓ ସାଂସ୍କୃତିକ କାର୍ଯ୍ୟକ୍ରମ ଆୟୋଜିତ ହୋଇଛି। ସ୍ଥାନୀୟ ପ୍ରଶାସନ ସୁରକ୍ଷା ବ୍ୟବସ୍ଥା କରିଛି। ଗ୍ରାମବାସୀ ନିଜେ ରାସ୍ତା ମରାମତି କରିଛନ୍ତି। ଏହି ଦୁର୍ଗାପୂଜାରେ ଶହ ଶହ ଭକ୍ତ ମାଆଙ୍କ ଦର୍ଶନ କରିବାକୁ ଆସୁଛନ୍ତି। ମଣ୍ଡପରେ ଆଲୋକସଜ୍ଜା ଓ ସାଂସ୍କୃତିକ କାର୍ଯ୍ୟକ୍ରମ ଆୟୋଜିତ ହୋଇଛି। ସ୍ଥାନୀୟ ପ୍ରଶାସନ ସୁରକ୍ଷା ବ୍ୟବସ୍ଥା କରିଛି। ଗ୍ରାମବାସୀ ନିଜେ ରାସ୍ତା ମରାମତି କରିଛନ୍ତି। ଏହି ଦୁର୍ଗାପୂଜାରେ ଶହ ଶହ ଭକ୍ତ ମାଆଙ୍କ ଦର୍ଶନ କରିବାକୁ ଆସୁଛନ୍ତି। ମଣ୍ଡପରେ ଆଲୋକସଜ୍ଜା ଓ ସାଂସ୍କୃତିକ କାର୍ଯ୍ୟକ୍ରମ ଆୟୋଜିତ ହୋଇଛି। ସ୍ଥାନୀୟ ପ୍ରଶାସନ ସୁରକ୍ଷା ବ୍ୟବସ୍ଥା କରିଛି। ଗ୍ରାମବାସୀ ନିଜେ ରାସ୍ତା ମରାମତି କରିଛନ୍ତି। (152, 200, 500, 241)
fire-photo (406, 372, 498, 432)
main-headline: ଶୁଣିଲାନି ପ୍ରଶାସନ : ନିଜେ ରାସ୍ତା ମରାମତି କଲେ ଗାଁ ଲୋକ (165, 180, 485, 219)
header-meta: Bhubaneswar Tuesday 30 September 2025 (28, 4, 174, 12)
story-poetry-title: ଅଶୋକ ପଲେଇଙ୍କ ଦୁଇ କବିତା ସଂକଳନ ଲୋକାର୍ପିତ (162, 258, 298, 284)
left-photo (6, 244, 141, 312)
puja-photo-2 (332, 98, 500, 174)
